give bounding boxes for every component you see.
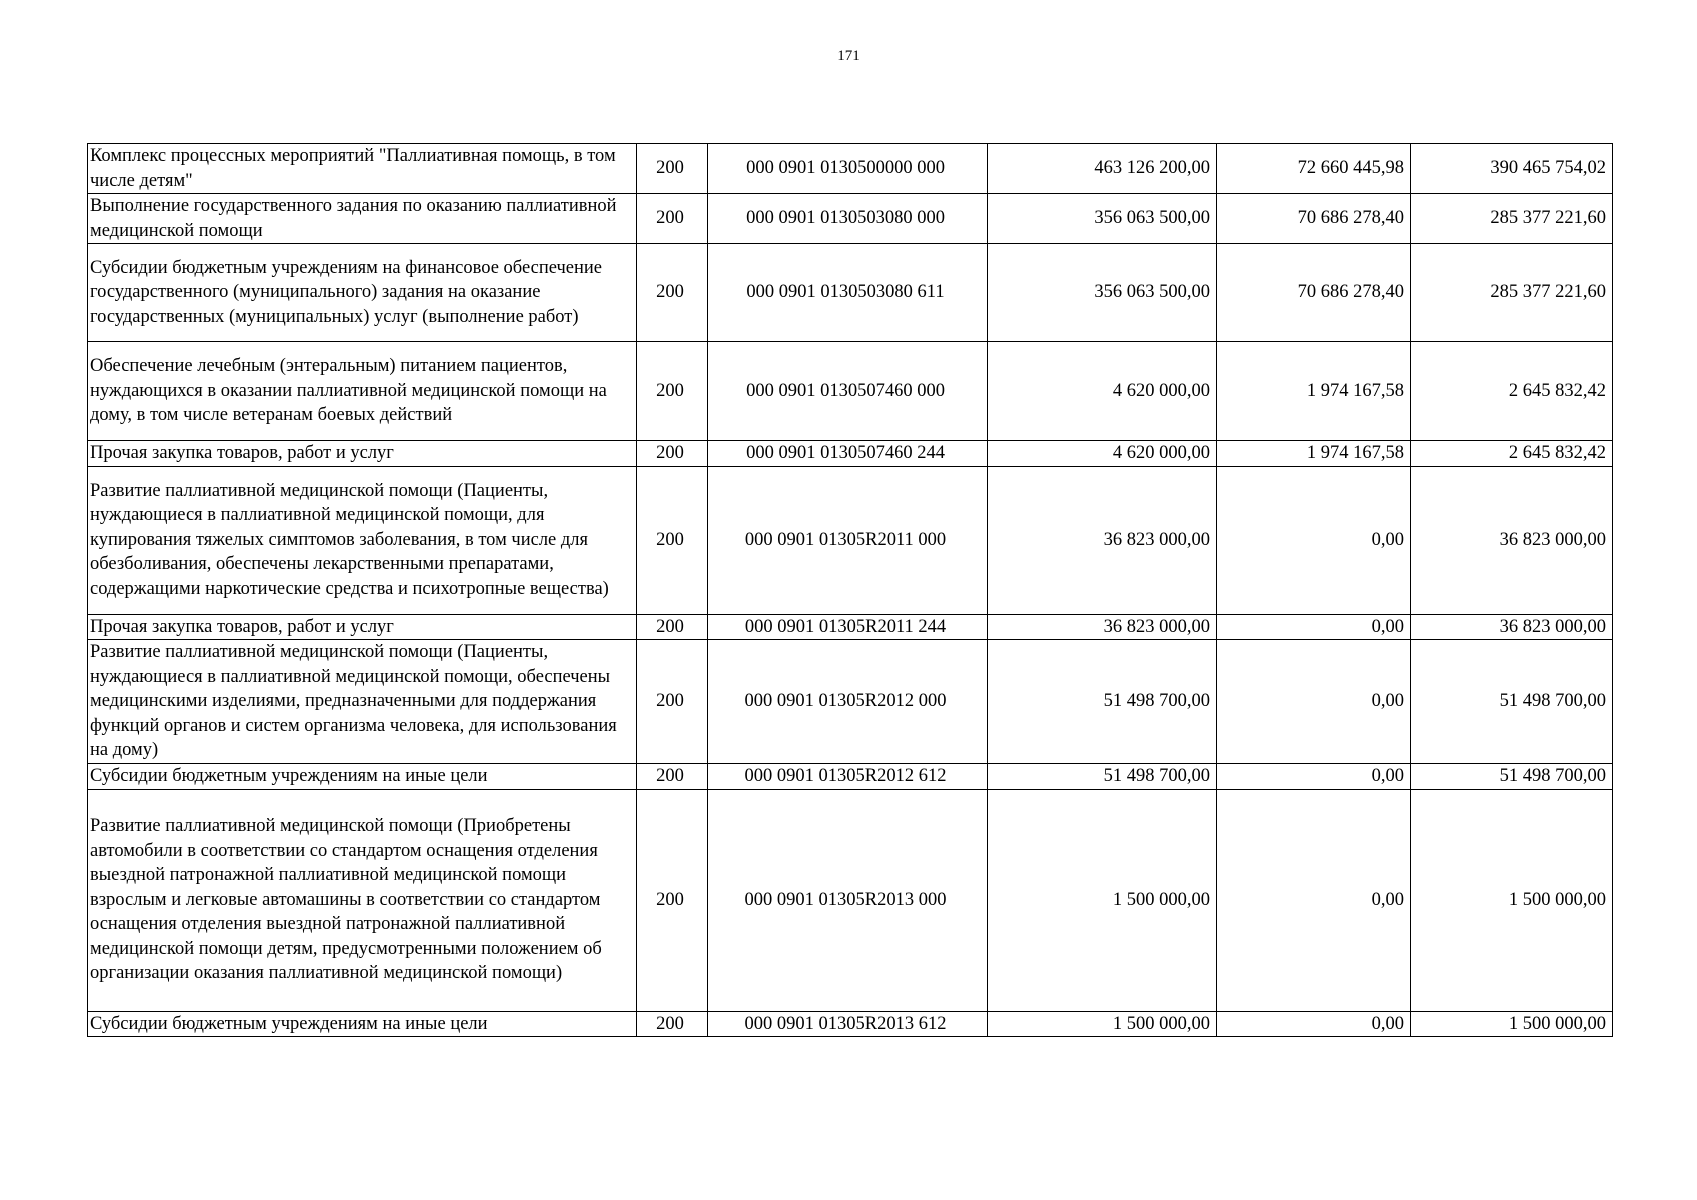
row-approved: 356 063 500,00 bbox=[988, 244, 1217, 342]
row-executed: 0,00 bbox=[1217, 764, 1411, 790]
row-executed: 0,00 bbox=[1217, 640, 1411, 764]
row-name: Комплекс процессных мероприятий "Паллиативная помощь, в том числе детям" bbox=[88, 144, 637, 194]
row-unexecuted: 285 377 221,60 bbox=[1411, 194, 1613, 244]
row-name: Субсидии бюджетным учреждениям на иные цели bbox=[88, 1011, 637, 1037]
row-unexecuted: 2 645 832,42 bbox=[1411, 342, 1613, 441]
table-row bbox=[88, 614, 1613, 640]
row-unexecuted: 36 823 000,00 bbox=[1411, 466, 1613, 614]
row-approved: 51 498 700,00 bbox=[988, 640, 1217, 764]
row-budget-code: 000 0901 0130507460 244 bbox=[708, 441, 988, 467]
row-executed: 70 686 278,40 bbox=[1217, 244, 1411, 342]
row-line-code: 200 bbox=[637, 764, 708, 790]
table-row bbox=[88, 244, 1613, 342]
row-budget-code: 000 0901 01305R2013 612 bbox=[708, 1011, 988, 1037]
row-line-code: 200 bbox=[637, 194, 708, 244]
row-budget-code: 000 0901 0130503080 611 bbox=[708, 244, 988, 342]
row-line-code: 200 bbox=[637, 144, 708, 194]
table-row bbox=[88, 194, 1613, 244]
row-name: Развитие паллиативной медицинской помощи (Пациенты, нуждающиеся в паллиативной медицинской помощи, для купирования тяжелых симптомов заболевания, в том числе для обезболивания, обеспечены лекарственными препаратами, содержащими наркотические средства и психотропные вещества) bbox=[88, 466, 637, 614]
row-approved: 1 500 000,00 bbox=[988, 789, 1217, 1011]
budget-execution-table bbox=[87, 143, 1613, 1037]
row-name: Обеспечение лечебным (энтеральным) питанием пациентов, нуждающихся в оказании паллиативной медицинской помощи на дому, в том числе ветеранам боевых действий bbox=[88, 342, 637, 441]
table-row bbox=[88, 144, 1613, 194]
row-unexecuted: 36 823 000,00 bbox=[1411, 614, 1613, 640]
row-unexecuted: 51 498 700,00 bbox=[1411, 640, 1613, 764]
row-budget-code: 000 0901 01305R2012 000 bbox=[708, 640, 988, 764]
table-row bbox=[88, 441, 1613, 467]
row-unexecuted: 285 377 221,60 bbox=[1411, 244, 1613, 342]
table-row bbox=[88, 466, 1613, 614]
row-name: Прочая закупка товаров, работ и услуг bbox=[88, 614, 637, 640]
row-budget-code: 000 0901 01305R2012 612 bbox=[708, 764, 988, 790]
row-line-code: 200 bbox=[637, 441, 708, 467]
row-name: Субсидии бюджетным учреждениям на иные цели bbox=[88, 764, 637, 790]
row-line-code: 200 bbox=[637, 640, 708, 764]
row-approved: 36 823 000,00 bbox=[988, 466, 1217, 614]
row-line-code: 200 bbox=[637, 244, 708, 342]
row-name: Субсидии бюджетным учреждениям на финансовое обеспечение государственного (муниципального) задания на оказание государственных (муниципальных) услуг (выполнение работ) bbox=[88, 244, 637, 342]
table-row bbox=[88, 640, 1613, 764]
row-unexecuted: 51 498 700,00 bbox=[1411, 764, 1613, 790]
row-approved: 356 063 500,00 bbox=[988, 194, 1217, 244]
row-budget-code: 000 0901 01305R2011 244 bbox=[708, 614, 988, 640]
row-name: Развитие паллиативной медицинской помощи (Пациенты, нуждающиеся в паллиативной медицинской помощи, обеспечены медицинскими изделиями, предназначенными для поддержания функций органов и систем организма человека, для использования на дому) bbox=[88, 640, 637, 764]
row-executed: 1 974 167,58 bbox=[1217, 441, 1411, 467]
row-name: Прочая закупка товаров, работ и услуг bbox=[88, 441, 637, 467]
table-row bbox=[88, 342, 1613, 441]
table-row bbox=[88, 764, 1613, 790]
row-executed: 0,00 bbox=[1217, 1011, 1411, 1037]
row-approved: 4 620 000,00 bbox=[988, 441, 1217, 467]
row-budget-code: 000 0901 01305R2011 000 bbox=[708, 466, 988, 614]
row-executed: 70 686 278,40 bbox=[1217, 194, 1411, 244]
row-approved: 51 498 700,00 bbox=[988, 764, 1217, 790]
row-unexecuted: 390 465 754,02 bbox=[1411, 144, 1613, 194]
table-row bbox=[88, 789, 1613, 1011]
row-approved: 1 500 000,00 bbox=[988, 1011, 1217, 1037]
row-executed: 0,00 bbox=[1217, 466, 1411, 614]
row-budget-code: 000 0901 01305R2013 000 bbox=[708, 789, 988, 1011]
row-line-code: 200 bbox=[637, 466, 708, 614]
row-budget-code: 000 0901 0130507460 000 bbox=[708, 342, 988, 441]
table-row bbox=[88, 1011, 1613, 1037]
row-name: Выполнение государственного задания по оказанию паллиативной медицинской помощи bbox=[88, 194, 637, 244]
page-number: 171 bbox=[837, 48, 860, 64]
row-line-code: 200 bbox=[637, 614, 708, 640]
row-line-code: 200 bbox=[637, 342, 708, 441]
row-budget-code: 000 0901 0130500000 000 bbox=[708, 144, 988, 194]
row-budget-code: 000 0901 0130503080 000 bbox=[708, 194, 988, 244]
row-unexecuted: 1 500 000,00 bbox=[1411, 789, 1613, 1011]
row-approved: 4 620 000,00 bbox=[988, 342, 1217, 441]
row-unexecuted: 1 500 000,00 bbox=[1411, 1011, 1613, 1037]
row-approved: 463 126 200,00 bbox=[988, 144, 1217, 194]
row-name: Развитие паллиативной медицинской помощи (Приобретены автомобили в соответствии со стандартом оснащения отделения выездной патронажной паллиативной медицинской помощи взрослым и легковые автомашины в соответствии со стандартом оснащения отделения выездной патронажной паллиативной медицинской помощи детям, предусмотренными положением об организации оказания паллиативной медицинской помощи) bbox=[88, 789, 637, 1011]
row-executed: 0,00 bbox=[1217, 614, 1411, 640]
row-line-code: 200 bbox=[637, 789, 708, 1011]
row-unexecuted: 2 645 832,42 bbox=[1411, 441, 1613, 467]
row-line-code: 200 bbox=[637, 1011, 708, 1037]
row-executed: 1 974 167,58 bbox=[1217, 342, 1411, 441]
row-executed: 0,00 bbox=[1217, 789, 1411, 1011]
row-approved: 36 823 000,00 bbox=[988, 614, 1217, 640]
row-executed: 72 660 445,98 bbox=[1217, 144, 1411, 194]
